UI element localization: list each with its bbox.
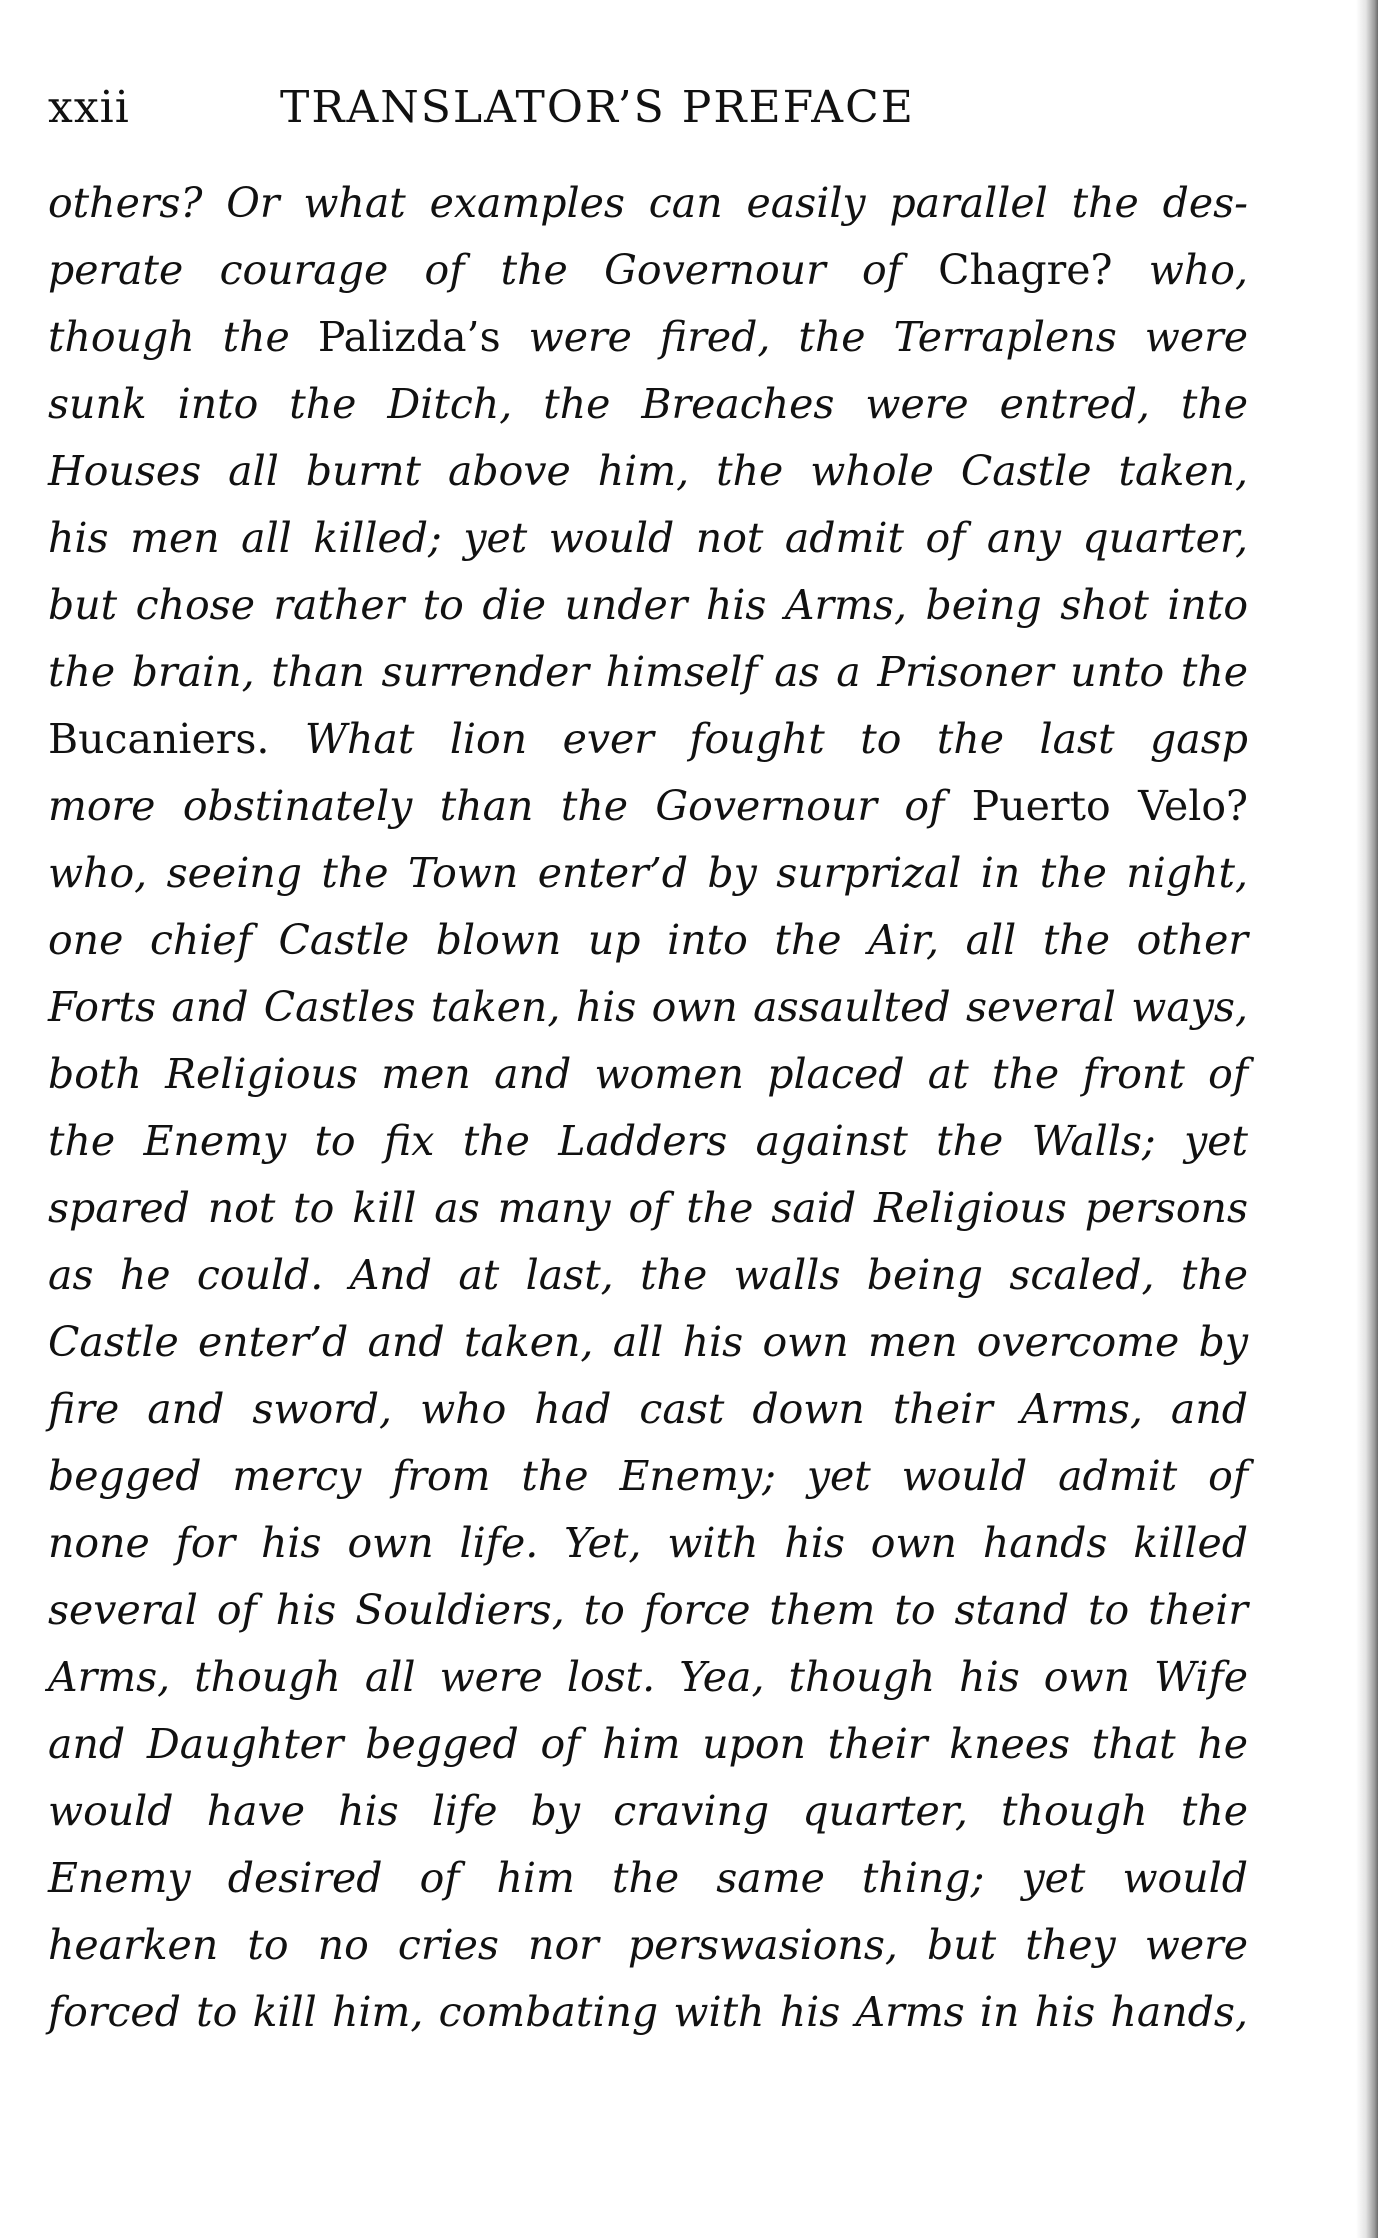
text-segment: hearken to no cries nor perswasions, but they were <box>48 1921 1248 1969</box>
text-line <box>48 706 1248 773</box>
text-line <box>48 1845 1248 1912</box>
text-segment: the brain, than surrender himself as a Prisoner unto the <box>48 648 1248 696</box>
text-segment: his men all killed; yet would not admit of any quarter, <box>48 514 1248 562</box>
text-segment: Arms, though all were lost. Yea, though his own Wife <box>48 1653 1248 1701</box>
text-segment: who, <box>1112 246 1249 294</box>
text-segment: Bucaniers. <box>48 715 270 763</box>
text-segment: forced to kill him, combating with his Arms in his hands, <box>48 1988 1248 2036</box>
page-number: xxii <box>48 82 130 133</box>
text-line <box>48 1242 1248 1309</box>
text-line <box>48 1912 1248 1979</box>
text-segment: and Daughter begged of him upon their knees that he <box>48 1720 1248 1768</box>
text-segment: several of his Souldiers, to force them to stand to their <box>48 1586 1248 1634</box>
text-segment: fire and sword, who had cast down their Arms, and <box>48 1385 1248 1433</box>
text-line <box>48 1041 1248 1108</box>
text-line <box>48 505 1248 572</box>
text-line <box>48 304 1248 371</box>
text-line <box>48 1309 1248 1376</box>
text-segment: as he could. And at last, the walls being scaled, the <box>48 1251 1248 1299</box>
text-line <box>48 1711 1248 1778</box>
text-segment: none for his own life. Yet, with his own hands killed <box>48 1519 1248 1567</box>
text-segment: the Enemy to fix the Ladders against the Walls; yet <box>48 1117 1248 1165</box>
text-line <box>48 371 1248 438</box>
text-line <box>48 1979 1248 2046</box>
text-line <box>48 1778 1248 1845</box>
text-line <box>48 907 1248 974</box>
text-segment: begged mercy from the Enemy; yet would admit of <box>48 1452 1248 1500</box>
text-line <box>48 639 1248 706</box>
text-line <box>48 438 1248 505</box>
text-segment: sunk into the Ditch, the Breaches were entred, the <box>48 380 1248 428</box>
text-segment: more obstinately than the Governour of <box>48 782 972 830</box>
text-line <box>48 1108 1248 1175</box>
text-segment: Forts and Castles taken, his own assaulted several ways, <box>48 983 1248 1031</box>
page-edge-shadow <box>1356 0 1378 2238</box>
text-segment: who, seeing the Town enter’d by surprizal in the night, <box>48 849 1248 897</box>
text-line <box>48 1376 1248 1443</box>
text-segment: would have his life by craving quarter, though the <box>48 1787 1248 1835</box>
text-segment: Castle enter’d and taken, all his own men overcome by <box>48 1318 1248 1366</box>
text-segment: were fired, the Terraplens were <box>500 313 1248 361</box>
text-line <box>48 170 1248 237</box>
running-title: TRANSLATOR’S PREFACE <box>280 82 915 133</box>
page-header <box>48 82 1248 142</box>
text-line <box>48 1577 1248 1644</box>
text-segment: Palizda’s <box>317 313 501 361</box>
text-segment: both Religious men and women placed at the front of <box>48 1050 1248 1098</box>
text-segment: Puerto Velo? <box>971 782 1248 830</box>
text-segment: though the <box>48 313 318 361</box>
text-segment: but chose rather to die under his Arms, being shot into <box>48 581 1248 629</box>
text-line <box>48 840 1248 907</box>
text-line <box>48 572 1248 639</box>
text-segment: perate courage of the Governour of <box>48 246 939 294</box>
text-line <box>48 1644 1248 1711</box>
text-segment: others? Or what examples can easily parallel the des- <box>48 179 1248 227</box>
text-segment: Houses all burnt above him, the whole Castle taken, <box>48 447 1248 495</box>
text-segment: What lion ever fought to the last gasp <box>269 715 1248 763</box>
text-line <box>48 1510 1248 1577</box>
text-line <box>48 1175 1248 1242</box>
text-line <box>48 974 1248 1041</box>
text-segment: one chief Castle blown up into the Air, all the other <box>48 916 1248 964</box>
text-line <box>48 1443 1248 1510</box>
text-line <box>48 773 1248 840</box>
text-segment: spared not to kill as many of the said Religious persons <box>48 1184 1248 1232</box>
text-segment: Chagre? <box>938 246 1113 294</box>
text-segment: Enemy desired of him the same thing; yet would <box>48 1854 1248 1902</box>
body-text <box>48 170 1248 2046</box>
text-line <box>48 237 1248 304</box>
